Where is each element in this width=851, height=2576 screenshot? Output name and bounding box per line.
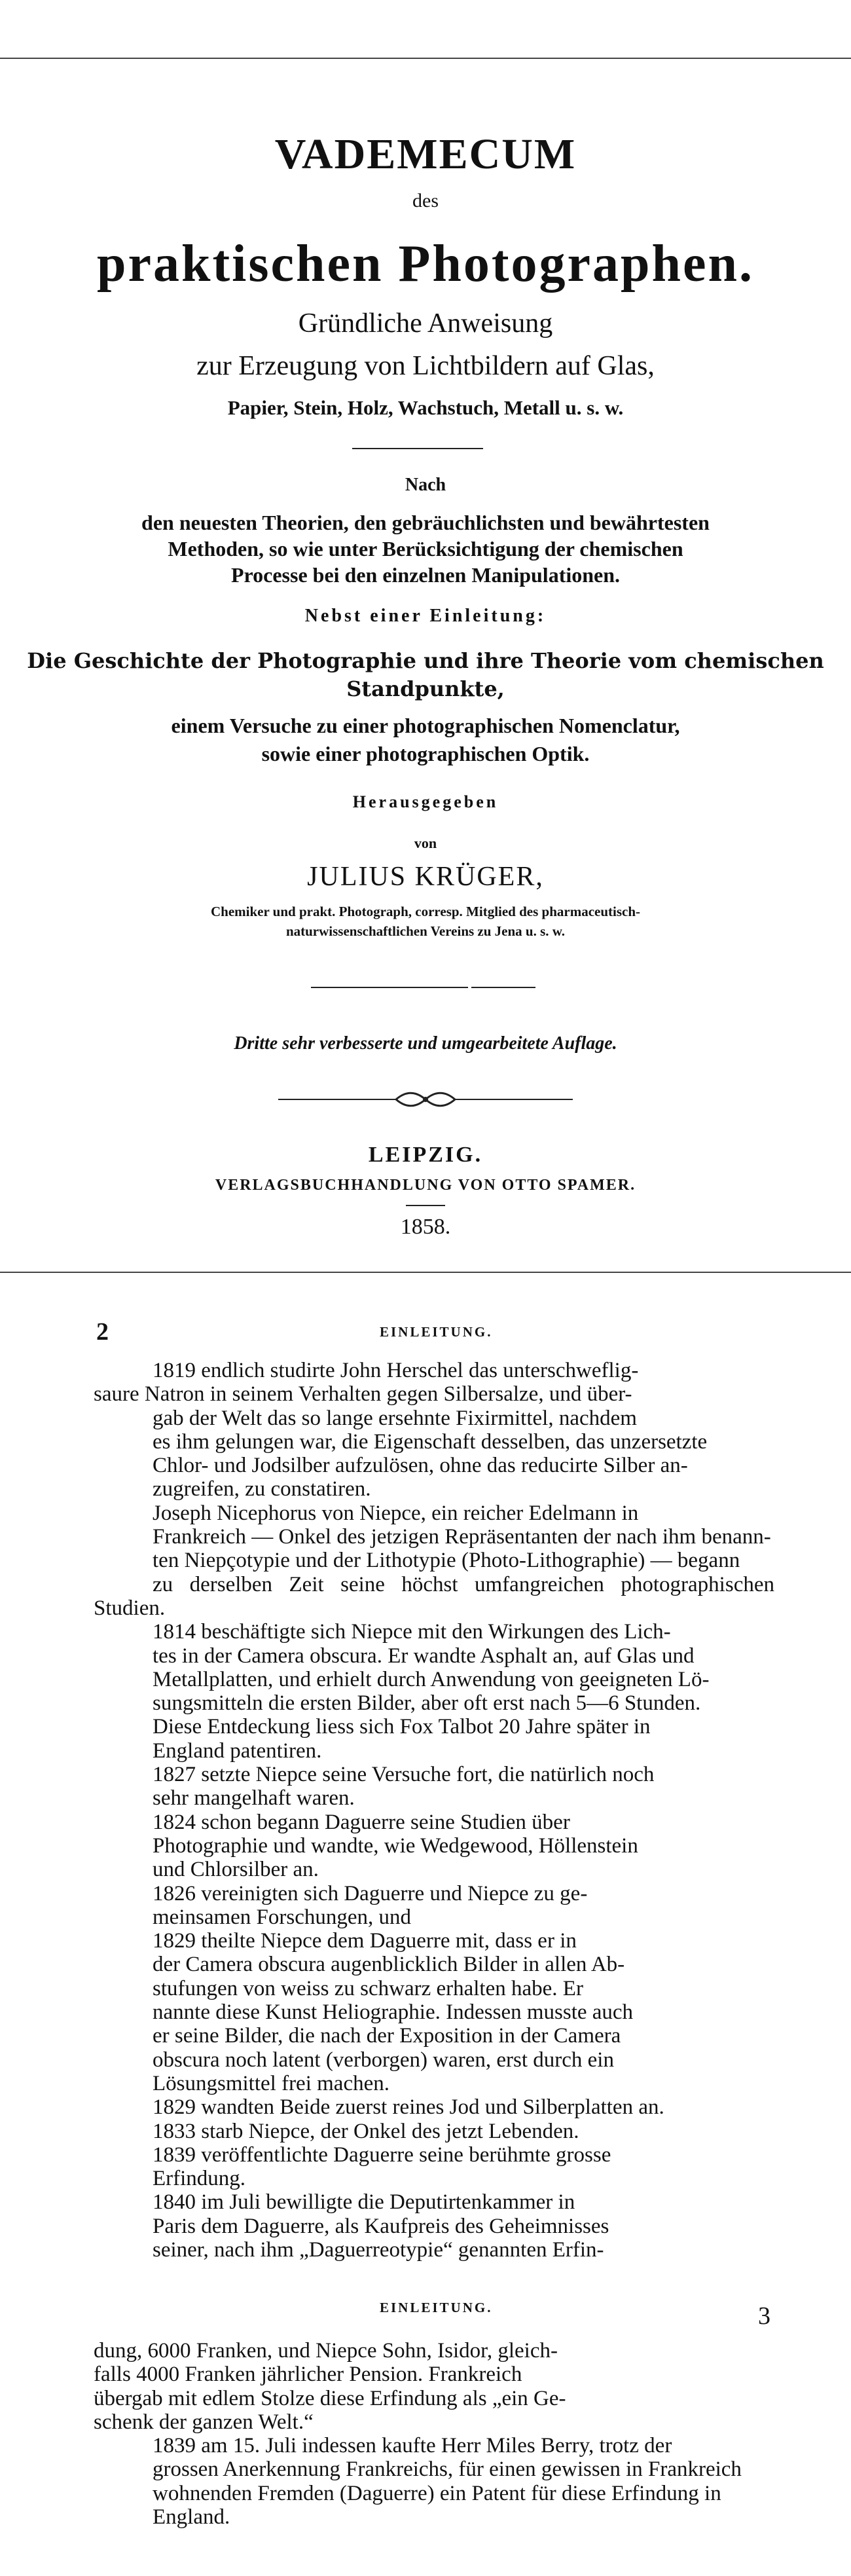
paragraph-1839-berry: 1839 am 15. Juli indessen kaufte Herr Miles Berry, trotz der grossen Anerkennung Frankreichs, für einen gewissen in Frankreich wohnenden Fremden (Daguerre) ein Patent für diese Erfindung in England.: [153, 2434, 742, 2530]
page-2-text: [94, 1359, 774, 2262]
page-number-2: 2: [96, 1318, 109, 1346]
paragraph-1819-herschel: 1819 endlich studirte John Herschel das unterschweflig- saure Natron in seinem Verhalten gegen Silbersalze, und über- gab der Welt das so lange ersehnte Fixirmittel, nachdem es ihm gelungen war, die Eigenschaft desselben, das unzersetzte Chlor- und Jodsilber aufzulösen, ohne das reducirte Silber an- zugreifen, zu constatiren.: [94, 1359, 708, 1501]
book-subtitle: praktischen Photographen.: [97, 235, 754, 293]
paragraph-1829-jod: 1829 wandten Beide zuerst reines Jod und Silberplatten an.: [153, 2095, 664, 2120]
paragraph-1824: 1824 schon begann Daguerre seine Studien über Photographie und wandte, wie Wedgewood, Höllenstein und Chlorsilber an.: [153, 1810, 638, 1882]
top-rule: [0, 58, 851, 59]
geschichte-line-2: Standpunkte,: [346, 676, 505, 701]
paragraph-1840-continued: dung, 6000 Franken, und Niepce Sohn, Isidor, gleich- falls 4000 Franken jährlicher Pension. Frankreich übergab mit edlem Stolze diese Erfindung als „ein Ge- schenk der ganzen Welt.“: [94, 2339, 566, 2434]
paragraph-niepce-intro: Joseph Nicephorus von Niepce, ein reicher Edelmann in Frankreich — Onkel des jetzigen Repräsentanten der nach ihm benann- ten Niepçotypie und der Lithotypie (Photo-Lithographie) — begann zu derselben Zeit seine höchst umfangreichen photographischen Studien.: [94, 1501, 774, 1620]
optik-line: sowie einer photographischen Optik.: [261, 742, 590, 765]
year-line: 1858.: [400, 1215, 451, 1239]
description-line-3: Processe bei den einzelnen Manipulationen.: [230, 563, 621, 587]
edition-line: Dritte sehr verbesserte und umgearbeitete Auflage.: [234, 1033, 617, 1054]
page-3-text: [94, 2339, 774, 2529]
paragraph-1840: 1840 im Juli bewilligte die Deputirtenkammer in Paris dem Daguerre, als Kaufpreis des Geheimnisses seiner, nach ihm „Daguerreotypie“ genannten Erfin-: [153, 2190, 609, 2262]
divider-short: [352, 448, 483, 449]
year-underline: [406, 1205, 445, 1206]
author-description-1: Chemiker und prakt. Photograph, corresp. Mitglied des pharmaceutisch-: [210, 904, 641, 919]
nach-label: Nach: [405, 475, 446, 495]
paragraph-1829-heliographie: 1829 theilte Niepce dem Daguerre mit, dass er in der Camera obscura augenblicklich Bilder in allen Ab- stufungen von weiss zu schwarz erhalten habe. Er nannte diese Kunst Heliographie. Indessen musste auch er seine Bilder, die nach der Exposition in der Camera obscura noch latent (verborgen) waren, erst durch ein Lösungsmittel frei machen.: [153, 1929, 634, 2095]
geschichte-line-1: Die Geschichte der Photographie und ihre Theorie vom chemischen: [27, 648, 824, 673]
paragraph-1833: 1833 starb Niepce, der Onkel des jetzt Lebenden.: [153, 2119, 579, 2143]
author-name: JULIUS KRÜGER,: [307, 862, 544, 892]
paragraph-1839: 1839 veröffentlichte Daguerre seine berühmte grosse Erfindung.: [153, 2143, 611, 2191]
paragraph-talbot: Diese Entdeckung liess sich Fox Talbot 20 Jahre später in England patentiren.: [153, 1715, 651, 1763]
paragraph-1827: 1827 setzte Niepce seine Versuche fort, die natürlich noch sehr mangelhaft waren.: [153, 1763, 655, 1811]
running-header-page-2: EINLEITUNG.: [380, 1324, 493, 1340]
publisher-line: VERLAGSBUCHHANDLUNG VON OTTO SPAMER.: [215, 1177, 636, 1194]
paragraph-1814: 1814 beschäftigte sich Niepce mit den Wirkungen des Lich- tes in der Camera obscura. Er wandte Asphalt an, auf Glas und Metallplatten, und erhielt durch Anwendung von geeigneten Lö- sungsmitteln die ersten Bilder, aber oft erst nach 5—6 Stunden.: [153, 1620, 710, 1716]
subtitle-line-a: Gründliche Anweisung: [298, 308, 553, 339]
divider-long-2: [471, 987, 535, 988]
description-line-2: Methoden, so wie unter Berücksichtigung der chemischen: [168, 537, 683, 561]
book-title: VADEMECUM: [274, 130, 577, 178]
page-number-3: 3: [758, 2302, 770, 2330]
author-description-2: naturwissenschaftlichen Vereins zu Jena u. s. w.: [285, 923, 566, 939]
subtitle-line-b: zur Erzeugung von Lichtbildern auf Glas,: [196, 351, 655, 381]
description-line-1: den neuesten Theorien, den gebräuchlichsten und bewährtesten: [141, 511, 710, 534]
ornament-divider-icon: [278, 1088, 573, 1111]
von-label: von: [414, 835, 437, 851]
subtitle-line-c: Papier, Stein, Holz, Wachstuch, Metall u. s. w.: [227, 396, 624, 419]
city-line: LEIPZIG.: [368, 1143, 483, 1167]
nomenclatur-line: einem Versuche zu einer photographischen Nomenclatur,: [171, 714, 680, 737]
paragraph-1826: 1826 vereinigten sich Daguerre und Niepce zu ge- meinsamen Forschungen, und: [153, 1881, 588, 1929]
page-separator-rule: [0, 1272, 851, 1273]
des-line: des: [412, 190, 439, 212]
running-header-page-3: EINLEITUNG.: [380, 2300, 493, 2315]
divider-long: [311, 987, 468, 988]
herausgegeben-label: Herausgegeben: [352, 792, 499, 811]
nebst-line: Nebst einer Einleitung:: [304, 606, 547, 626]
